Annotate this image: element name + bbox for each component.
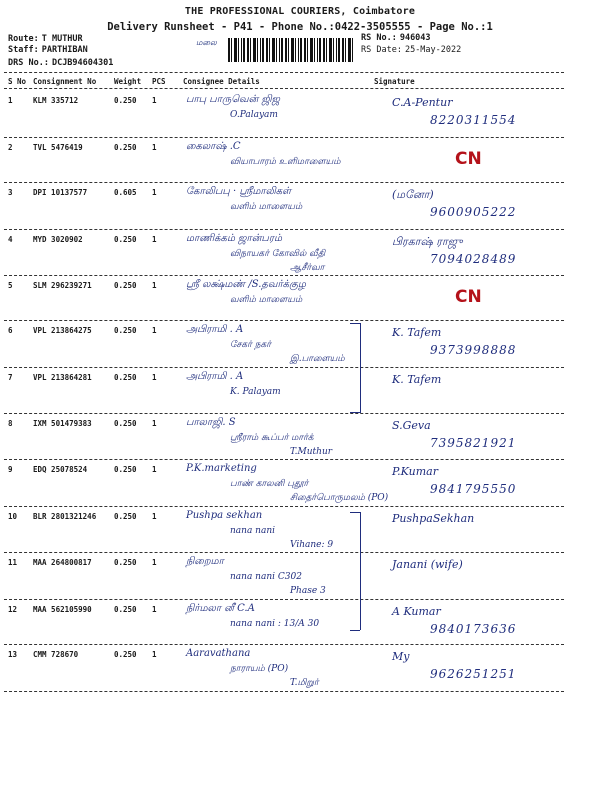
row-divider [4, 552, 564, 553]
consignee-line-1: அபிராமி . A [186, 324, 244, 335]
consignee-line-2: நாராயம் (PO) [230, 664, 289, 674]
row-sno: 12 [8, 605, 18, 614]
row-weight: 0.250 [114, 143, 137, 152]
consignee-line-2: O.Palayam [230, 110, 278, 120]
top-handwritten-note: மலை [196, 38, 217, 47]
signature-name: PushpaSekhan [392, 512, 475, 525]
rs-no-label: RS No.: [361, 33, 397, 43]
row-weight: 0.250 [114, 419, 137, 428]
row-sno: 2 [8, 143, 13, 152]
signature-phone: 9373998888 [430, 343, 517, 357]
consignee-line-3: T.Muthur [290, 447, 333, 457]
group-bracket-tick [350, 512, 360, 513]
consignee-line-3: T.மிறுர் [290, 678, 319, 688]
consignee-line-3: சிதைர்பொருமலம் (PO) [290, 493, 389, 503]
consignee-line-1: மாணிக்கம் ஜான்பரம் [186, 233, 283, 244]
consignee-line-2: பாண் காலனி புதூர் [230, 479, 309, 489]
rs-date-field [361, 45, 461, 55]
row-consignment: MYD 3020902 [33, 235, 83, 244]
row-divider [4, 137, 564, 138]
row-pcs: 1 [152, 650, 157, 659]
rs-no-value: 946043 [399, 33, 431, 43]
runsheet-subtitle: Delivery Runsheet - P41 - Phone No.:0422-3505555 - Page No.:1 [107, 21, 493, 33]
row-weight: 0.250 [114, 235, 137, 244]
consignee-line-1: நிறைமா [186, 556, 224, 567]
consignee-line-1: ஸ்ரீ லக்ஷ்மண் /S.தவர்க்குழ [186, 279, 306, 290]
consignee-line-2: nana nani C302 [230, 572, 302, 582]
signature-name: C.A-Pentur [392, 96, 453, 109]
consignee-line-1: பாலாஜி. S [186, 417, 236, 428]
row-pcs: 1 [152, 465, 157, 474]
row-sno: 4 [8, 235, 13, 244]
row-divider [4, 367, 564, 368]
col-consignee: Consignee Details [183, 77, 260, 86]
drs-value: DCJB94604301 [51, 58, 114, 68]
group-bracket [360, 323, 361, 413]
row-consignment: DPI 10137577 [33, 188, 88, 197]
row-pcs: 1 [152, 96, 157, 105]
row-sno: 8 [8, 419, 13, 428]
consignee-line-2: வளிம் மாளையம் [230, 295, 303, 305]
rs-date-value: 25-May-2022 [404, 45, 462, 55]
row-sno: 3 [8, 188, 13, 197]
consignee-line-1: பாபு பாருவென் ஜிஜ [186, 94, 280, 105]
row-consignment: CMM 728670 [33, 650, 79, 659]
row-pcs: 1 [152, 373, 157, 382]
staff-value: PARTHIBAN [41, 45, 88, 55]
col-sno: S No [8, 77, 27, 86]
row-divider [4, 182, 564, 183]
consignee-line-1: P.K.marketing [186, 463, 257, 474]
row-sno: 11 [8, 558, 18, 567]
signature-phone: 8220311554 [430, 113, 517, 127]
row-divider [4, 599, 564, 600]
signature-phone: 9840173636 [430, 622, 517, 636]
group-bracket-tick [350, 630, 360, 631]
consignee-line-2: விநாயகர் கோவில் வீதி [230, 249, 326, 259]
header-divider-top [4, 72, 564, 73]
row-consignment: KLM 335712 [33, 96, 79, 105]
row-weight: 0.250 [114, 281, 137, 290]
row-consignment: TVL 5476419 [33, 143, 83, 152]
signature-phone: 7395821921 [430, 436, 517, 450]
row-sno: 6 [8, 326, 13, 335]
row-weight: 0.250 [114, 96, 137, 105]
row-consignment: VPL 213864275 [33, 326, 92, 335]
cn-mark: CN [455, 149, 482, 169]
group-bracket [360, 512, 361, 630]
row-weight: 0.250 [114, 512, 137, 521]
row-weight: 0.250 [114, 650, 137, 659]
row-pcs: 1 [152, 188, 157, 197]
rs-no-field [361, 33, 431, 43]
row-consignment: MAA 264800817 [33, 558, 92, 567]
signature-name: K. Tafem [392, 373, 442, 386]
row-weight: 0.250 [114, 326, 137, 335]
signature-phone: 9626251251 [430, 667, 517, 681]
row-pcs: 1 [152, 419, 157, 428]
drs-label: DRS No.: [8, 58, 49, 68]
signature-phone: 7094028489 [430, 252, 517, 266]
consignee-line-2: சேகர் நகர் [230, 340, 271, 350]
col-weight: Weight [114, 77, 142, 86]
row-consignment: BLR 2801321246 [33, 512, 97, 521]
row-weight: 0.250 [114, 373, 137, 382]
row-pcs: 1 [152, 326, 157, 335]
row-divider [4, 506, 564, 507]
route-field [8, 34, 83, 44]
consignee-line-1: Pushpa sekhan [186, 510, 263, 521]
row-divider [4, 459, 564, 460]
consignee-line-3: Vihane: 9 [290, 540, 334, 550]
rs-date-label: RS Date: [361, 45, 402, 55]
signature-name: பிரகாஷ் ராஜு [392, 235, 463, 248]
row-weight: 0.250 [114, 605, 137, 614]
signature-phone: 9841795550 [430, 482, 517, 496]
row-pcs: 1 [152, 143, 157, 152]
row-pcs: 1 [152, 605, 157, 614]
row-consignment: SLM 296239271 [33, 281, 92, 290]
cn-mark: CN [455, 287, 482, 307]
consignee-line-1: அபிராமி . A [186, 371, 244, 382]
consignee-line-2: வியாபாரம் உளிமாளையம் [230, 157, 341, 167]
signature-name: P.Kumar [392, 465, 438, 478]
consignee-line-3: Phase 3 [290, 586, 326, 596]
col-signature: Signature [374, 77, 415, 86]
row-divider [4, 275, 564, 276]
col-consignment: Consignment No [33, 77, 97, 86]
company-title: THE PROFESSIONAL COURIERS, Coimbatore [184, 6, 416, 17]
route-value: T MUTHUR [41, 34, 83, 44]
group-bracket-tick [350, 323, 360, 324]
row-sno: 9 [8, 465, 13, 474]
header-divider-bottom [4, 88, 564, 89]
row-divider [4, 644, 564, 645]
signature-phone: 9600905222 [430, 205, 517, 219]
row-divider [4, 413, 564, 414]
route-label: Route: [8, 34, 39, 44]
row-divider [4, 229, 564, 230]
signature-name: K. Tafem [392, 326, 442, 339]
signature-name: Janani (wife) [392, 558, 463, 571]
row-pcs: 1 [152, 235, 157, 244]
consignee-line-2: வளிம் மாளையம் [230, 202, 303, 212]
row-pcs: 1 [152, 558, 157, 567]
consignee-line-1: கைலாஷ் .C [186, 141, 241, 152]
row-sno: 1 [8, 96, 13, 105]
row-sno: 5 [8, 281, 13, 290]
consignee-line-1: Aaravathana [186, 648, 251, 659]
drs-field [8, 58, 113, 68]
row-pcs: 1 [152, 281, 157, 290]
row-consignment: VPL 213864281 [33, 373, 92, 382]
consignee-line-2: nana nani [230, 526, 276, 536]
consignee-line-3: இ.பாளையம் [290, 354, 345, 364]
row-consignment: EDQ 25078524 [33, 465, 88, 474]
row-weight: 0.250 [114, 465, 137, 474]
signature-name: S.Geva [392, 419, 431, 432]
signature-name: My [392, 650, 410, 663]
row-pcs: 1 [152, 512, 157, 521]
col-pcs: PCS [152, 77, 166, 86]
signature-name: A Kumar [392, 605, 441, 618]
barcode [228, 38, 354, 62]
group-bracket-tick [350, 412, 360, 413]
row-sno: 10 [8, 512, 18, 521]
row-consignment: MAA 562105990 [33, 605, 92, 614]
staff-field [8, 45, 88, 55]
consignee-line-3: ஆசீர்வா [290, 263, 325, 273]
row-consignment: IXM 501479383 [33, 419, 92, 428]
consignee-line-2: K. Palayam [230, 387, 281, 397]
row-weight: 0.605 [114, 188, 137, 197]
consignee-line-1: நிர்மலா னீ C.A [186, 603, 255, 614]
row-sno: 7 [8, 373, 13, 382]
row-sno: 13 [8, 650, 18, 659]
staff-label: Staff: [8, 45, 39, 55]
signature-name: (மனோ) [392, 188, 434, 201]
row-divider [4, 320, 564, 321]
consignee-line-1: கோலிபபு · ஸ்ரீமாலிகள் [186, 186, 292, 197]
consignee-line-2: ஸ்ரீராம் கூப்பர் மார்க் [230, 433, 314, 443]
consignee-line-2: nana nani : 13/A 30 [230, 619, 320, 629]
row-weight: 0.250 [114, 558, 137, 567]
row-divider [4, 691, 564, 692]
